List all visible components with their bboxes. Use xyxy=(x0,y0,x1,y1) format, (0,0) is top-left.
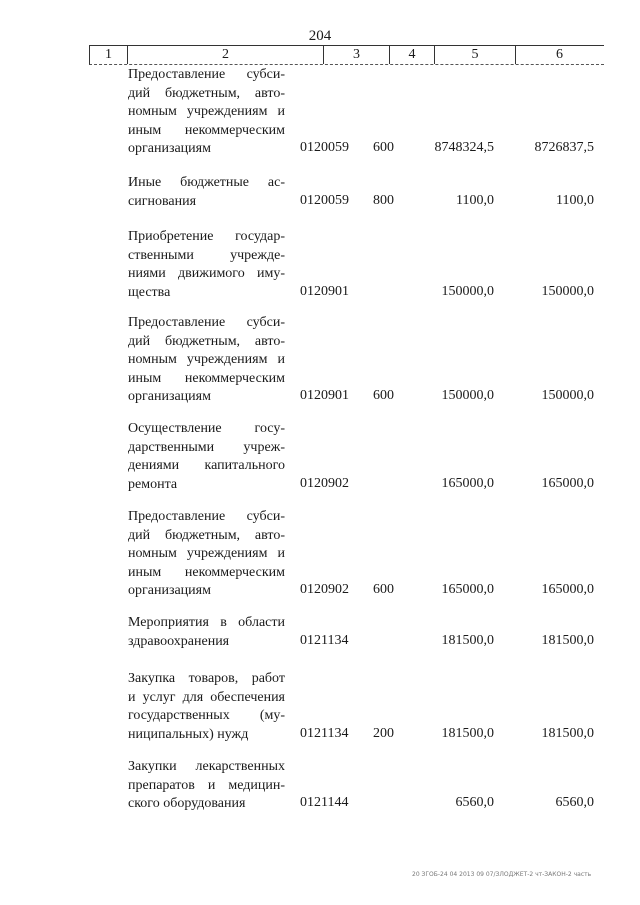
description-line: ственными учрежде- xyxy=(128,247,285,263)
table-header-row xyxy=(89,45,604,65)
description-line: щества xyxy=(128,284,171,300)
description-line: дарственными учреж- xyxy=(128,439,285,455)
expense-type-code: 600 xyxy=(373,582,394,597)
row-description xyxy=(128,670,285,744)
description-line: ниципальных) нужд xyxy=(128,726,249,742)
footer-file-stamp: 20 ЗГОБ-24 04 2013 09 07/ЗЛОДЖЕТ-2 чт-ЗАКОН-2 часть xyxy=(412,871,592,878)
description-line: Приобретение государ- xyxy=(128,229,285,244)
amount-column-5: 165000,0 xyxy=(441,475,494,491)
target-article-code: 0121134 xyxy=(300,632,349,648)
amount-column-5: 6560,0 xyxy=(455,795,494,810)
description-line: иным некоммерческим xyxy=(128,370,285,386)
amount-column-5: 181500,0 xyxy=(441,632,494,648)
description-line: Мероприятия в области xyxy=(128,615,285,630)
amount-column-5: 150000,0 xyxy=(441,388,494,403)
description-line: сигнования xyxy=(128,193,197,209)
row-description xyxy=(128,420,285,494)
description-line: дий бюджетным, авто- xyxy=(128,85,285,101)
target-article-code: 0121144 xyxy=(300,795,349,810)
amount-column-6: 6560,0 xyxy=(555,795,594,810)
column-header-2: 2 xyxy=(128,46,324,64)
amount-column-6: 165000,0 xyxy=(541,582,594,597)
page-number: 204 xyxy=(308,28,332,44)
expense-type-code: 600 xyxy=(373,140,394,155)
amount-column-5: 150000,0 xyxy=(441,283,494,299)
row-description xyxy=(128,314,285,407)
target-article-code: 0120901 xyxy=(300,283,349,299)
description-line: Иные бюджетные ас- xyxy=(128,175,285,190)
amount-column-6: 181500,0 xyxy=(541,725,594,741)
amount-column-5: 165000,0 xyxy=(441,582,494,597)
target-article-code: 0120059 xyxy=(300,192,349,208)
description-line: Предоставление субси- xyxy=(128,315,285,330)
row-description xyxy=(128,508,285,601)
column-header-6: 6 xyxy=(556,47,563,62)
row-description xyxy=(128,614,285,651)
amount-column-6: 181500,0 xyxy=(541,632,594,648)
amount-column-5: 1100,0 xyxy=(456,192,494,208)
description-line: номным учреждениям и xyxy=(128,104,285,119)
amount-column-6: 165000,0 xyxy=(541,475,594,491)
description-line: дий бюджетным, авто- xyxy=(128,527,285,543)
target-article-code: 0120902 xyxy=(300,475,349,491)
expense-type-code: 200 xyxy=(373,725,394,741)
description-line: Закупки лекарственных xyxy=(128,759,285,774)
description-line: иным некоммерческим xyxy=(128,564,285,580)
description-line: дий бюджетным, авто- xyxy=(128,333,285,349)
description-line: организациям xyxy=(128,389,211,404)
description-line: номным учреждениям и xyxy=(128,352,285,367)
amount-column-6: 1100,0 xyxy=(556,192,594,208)
expense-type-code: 600 xyxy=(373,388,394,403)
description-line: организациям xyxy=(128,141,211,156)
description-line: ского оборудования xyxy=(128,796,246,811)
description-line: Предоставление субси- xyxy=(128,67,285,82)
expense-type-code: 800 xyxy=(373,192,394,208)
description-line: и услуг для обеспечения xyxy=(128,689,285,705)
target-article-code: 0121134 xyxy=(300,725,349,741)
column-header-1: 1 xyxy=(90,46,128,64)
row-description xyxy=(128,66,285,159)
amount-column-5: 181500,0 xyxy=(441,725,494,741)
description-line: здравоохранения xyxy=(128,633,230,649)
column-header-4: 4 xyxy=(390,46,435,64)
amount-column-6: 150000,0 xyxy=(541,283,594,299)
target-article-code: 0120902 xyxy=(300,582,349,597)
description-line: дениями капитального xyxy=(128,458,285,473)
row-description xyxy=(128,758,285,814)
description-line: ремонта xyxy=(128,476,178,492)
column-header-5: 5 xyxy=(435,46,516,64)
amount-column-5: 8748324,5 xyxy=(434,140,494,155)
description-line: государственных (му- xyxy=(128,708,285,723)
description-line: Осуществление госу- xyxy=(128,421,285,436)
amount-column-6: 8726837,5 xyxy=(534,140,594,155)
description-line: Закупка товаров, работ xyxy=(128,671,285,686)
column-header-3: 3 xyxy=(324,46,390,64)
description-line: организациям xyxy=(128,583,211,598)
description-line: номным учреждениям и xyxy=(128,546,285,561)
description-line: Предоставление субси- xyxy=(128,509,285,524)
target-article-code: 0120901 xyxy=(300,388,349,403)
row-description xyxy=(128,228,285,302)
row-description xyxy=(128,174,285,211)
target-article-code: 0120059 xyxy=(300,140,349,155)
description-line: препаратов и медицин- xyxy=(128,777,285,793)
amount-column-6: 150000,0 xyxy=(541,388,594,403)
description-line: ниями движимого иму- xyxy=(128,266,285,281)
description-line: иным некоммерческим xyxy=(128,122,285,138)
